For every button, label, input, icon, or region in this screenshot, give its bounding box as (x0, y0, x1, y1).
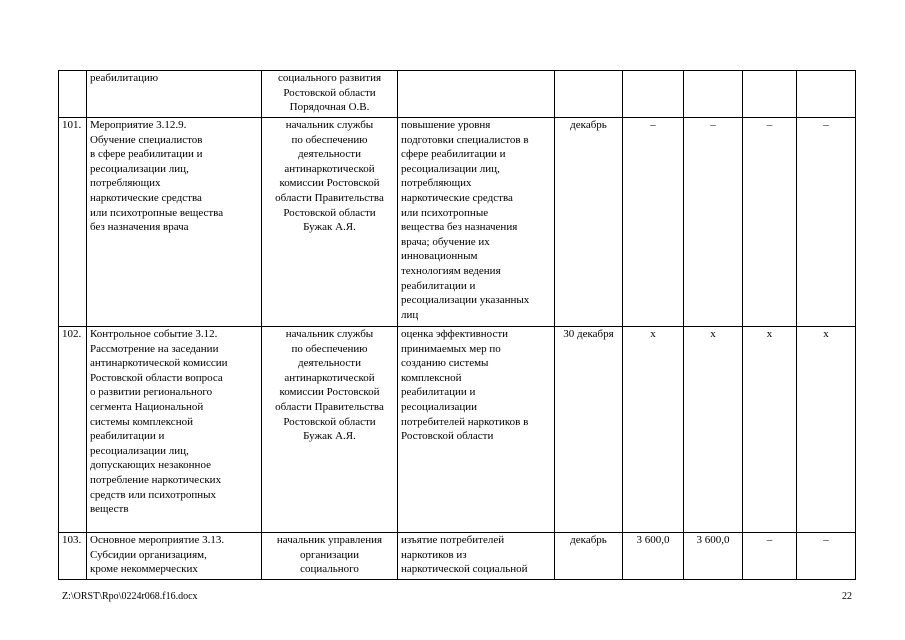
value-cell-4: х (797, 327, 856, 533)
value-cell-2: х (684, 327, 743, 533)
term-cell (555, 71, 623, 118)
value-cell-2 (684, 71, 743, 118)
activity-cell: реабилитацию (87, 71, 262, 118)
value-cell-3: – (743, 533, 797, 580)
result-cell: оценка эффективности принимаемых мер по созданию системы комплексной реабилитации и ресоциализации потребителей наркотиков в Ростовской области (398, 327, 555, 533)
value-cell-4: – (797, 118, 856, 327)
result-cell (398, 71, 555, 118)
value-cell-4 (797, 71, 856, 118)
value-cell-3: – (743, 118, 797, 327)
result-cell: повышение уровня подготовки специалистов в сфере реабилитации и ресоциализации лиц, потребляющих наркотические средства или психотропные вещества без назначения врача; обучение их инновационным технологиям ведения реабилитации и ресоциализации указанных лиц (398, 118, 555, 327)
value-cell-4: – (797, 533, 856, 580)
activity-cell: Основное мероприятие 3.13. Субсидии организациям, кроме некоммерческих (87, 533, 262, 580)
table-row (59, 118, 856, 327)
value-cell-1 (623, 71, 684, 118)
value-cell-3: х (743, 327, 797, 533)
footer-file-path: Z:\ORST\Rpo\0224r068.f16.docx (62, 591, 198, 602)
result-cell: изъятие потребителей наркотиков из наркотической социальной (398, 533, 555, 580)
responsible-cell: начальник службы по обеспечению деятельности антинаркотической комиссии Ростовской области Правительства Ростовской области Бужак А.Я. (262, 118, 398, 327)
responsible-cell: социального развития Ростовской области Порядочная О.В. (262, 71, 398, 118)
responsible-cell: начальник службы по обеспечению деятельности антинаркотической комиссии Ростовской области Правительства Ростовской области Бужак А.Я. (262, 327, 398, 533)
row-number: 102. (59, 327, 87, 533)
term-cell: декабрь (555, 533, 623, 580)
value-cell-3 (743, 71, 797, 118)
table-row (59, 327, 856, 533)
term-cell: декабрь (555, 118, 623, 327)
value-cell-1: – (623, 118, 684, 327)
row-number (59, 71, 87, 118)
value-cell-1: 3 600,0 (623, 533, 684, 580)
value-cell-1: х (623, 327, 684, 533)
row-number: 103. (59, 533, 87, 580)
page-number: 22 (842, 591, 852, 602)
activity-cell: Мероприятие 3.12.9. Обучение специалистов в сфере реабилитации и ресоциализации лиц, потребляющих наркотические средства или психотропные вещества без назначения врача (87, 118, 262, 327)
value-cell-2: 3 600,0 (684, 533, 743, 580)
term-cell: 30 декабря (555, 327, 623, 533)
activity-cell: Контрольное событие 3.12. Рассмотрение на заседании антинаркотической комиссии Ростовской области вопроса о развитии регионального сегмента Национальной системы комплексной реабилитации и ресоциализации лиц, допускающих незаконное потребление наркотических средств или психотропных веществ (87, 327, 262, 533)
plan-table (58, 70, 856, 580)
table-row (59, 71, 856, 118)
value-cell-2: – (684, 118, 743, 327)
row-number: 101. (59, 118, 87, 327)
table-row (59, 533, 856, 580)
responsible-cell: начальник управления организации социального (262, 533, 398, 580)
